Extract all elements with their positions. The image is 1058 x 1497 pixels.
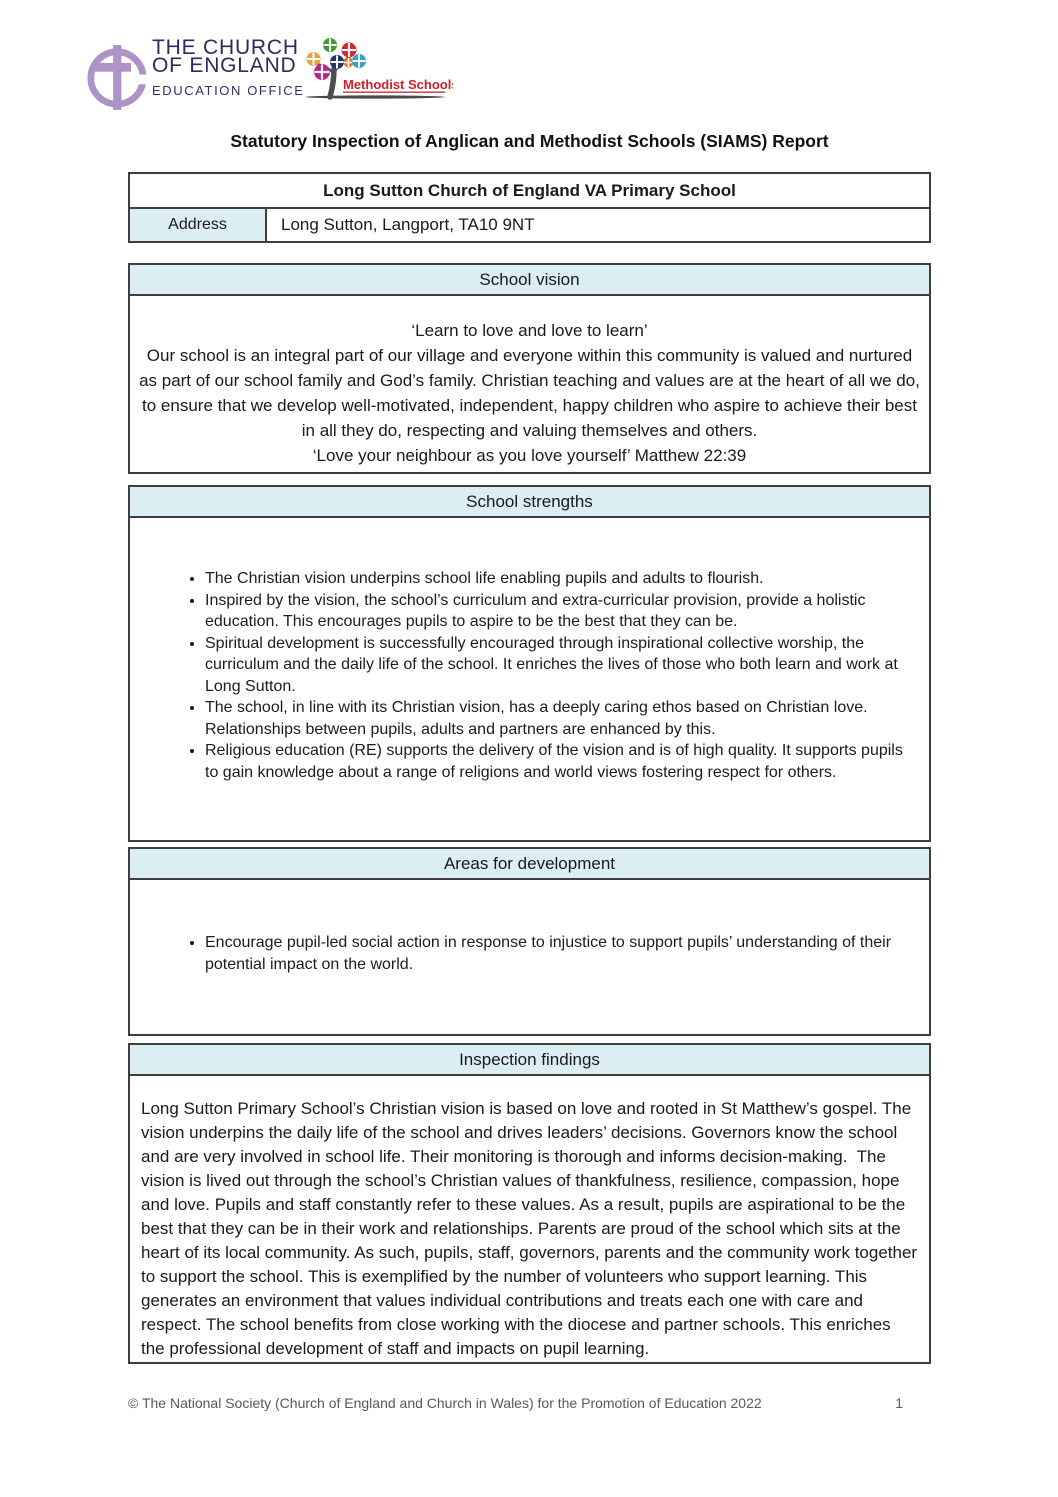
footer-copyright: © The National Society (Church of England and Church in Wales) for the Promotion of Education 2022: [128, 1395, 762, 1411]
coe-wordmark-line2: OF ENGLAND: [152, 53, 297, 77]
methodist-schools-label: Methodist Schools: [343, 77, 453, 92]
areas-for-development-section: [128, 847, 931, 1036]
strength-bullet: • Spiritual development is successfully encouraged through inspirational collective worship, the curriculum and the daily life of the school. It enriches the lives of those who both learn and work at Long Sutton.: [205, 633, 904, 698]
methodist-schools-logo-icon: [303, 34, 453, 111]
coe-wordmark-line1: THE CHURCH: [152, 36, 299, 59]
development-bullet: • Encourage pupil-led social action in response to injustice to support pupils’ understanding of their potential impact on the world.: [205, 932, 904, 975]
vision-line: Our school is an integral part of our village and everyone within this community is valued and nurtured as part of our school family and God’s family. Christian teaching and values are at the heart of all we do, to ensure that we develop well-motivated, independent, happy children who aspire to achieve their best in all they do, respecting and valuing themselves and others.: [139, 346, 920, 440]
page-footer: [128, 1395, 931, 1411]
footer-page-number: 1: [895, 1395, 903, 1411]
flower-red: [342, 43, 357, 58]
strength-bullet: • The Christian vision underpins school life enabling pupils and adults to flourish.: [205, 568, 904, 590]
church-of-england-logo-icon: [86, 36, 148, 123]
school-name: Long Sutton Church of England VA Primary School: [323, 180, 736, 200]
strength-bullet: • The school, in line with its Christian vision, has a deeply caring ethos based on Christian love. Relationships between pupils, adults and partners are enhanced by this.: [205, 697, 904, 740]
flower-magenta: [314, 64, 330, 80]
flower-gold: [307, 52, 321, 66]
school-vision-body: [130, 296, 929, 472]
inspection-findings-section: [128, 1043, 931, 1364]
vision-line: ‘Love your neighbour as you love yourself’ Matthew 22:39: [312, 446, 747, 465]
strengths-bullet-list: [130, 568, 904, 783]
flower-green: [323, 38, 337, 52]
school-vision-section: [128, 263, 931, 474]
school-strengths-body: [130, 518, 929, 840]
areas-for-development-heading: Areas for development: [130, 849, 929, 880]
flower-navy: [330, 55, 344, 69]
flower-teal: [352, 54, 366, 68]
school-strengths-heading: School strengths: [130, 487, 929, 518]
strength-bullet: • Inspired by the vision, the school’s curriculum and extra-curricular provision, provide a holistic education. This encourages pupils to aspire to be the best that they can be.: [205, 590, 904, 633]
address-value: Long Sutton, Langport, TA10 9NT: [281, 215, 535, 234]
inspection-findings-heading: Inspection findings: [130, 1045, 929, 1076]
inspection-findings-paragraph: Long Sutton Primary School’s Christian vision is based on love and rooted in St Matthew’s gospel. The vision underpins the daily life of the school and drives leaders’ decisions. Governors know the school and are very involved in school life. Their monitoring is thorough and informs decision-making. The vision is lived out through the school’s Christian values of thankfulness, resilience, compassion, hope and love. Pupils and staff constantly refer to these values. As a result, pupils are aspirational to be the best that they can be in their work and relationships. Parents are proud of the school which sits at the heart of its local community. As such, pupils, staff, governors, parents and the community work together to support the school. This is exemplified by the number of volunteers who support learning. This generates an environment that values individual contributions and treats each one with care and respect. The school benefits from close working with the diocese and partner schools. This enriches the professional development of staff and impacts on pupil learning.: [141, 1099, 922, 1358]
vision-line: ‘Learn to love and love to learn’: [411, 321, 648, 340]
school-vision-heading: School vision: [130, 265, 929, 296]
development-bullet-list: [130, 932, 904, 975]
coe-wordmark-line3: EDUCATION OFFICE: [152, 83, 305, 98]
page-title: Statutory Inspection of Anglican and Methodist Schools (SIAMS) Report: [230, 131, 829, 151]
school-info-table: [128, 172, 931, 243]
school-strengths-section: [128, 485, 931, 842]
flower-orange: [344, 58, 354, 68]
church-of-england-wordmark: [152, 36, 305, 98]
areas-for-development-body: [130, 880, 929, 1034]
address-label: Address: [130, 209, 267, 241]
address-row: [130, 207, 929, 241]
strength-bullet: • Religious education (RE) supports the delivery of the vision and is of high quality. It supports pupils to gain knowledge about a range of religions and world views fostering respect for others.: [205, 740, 904, 783]
